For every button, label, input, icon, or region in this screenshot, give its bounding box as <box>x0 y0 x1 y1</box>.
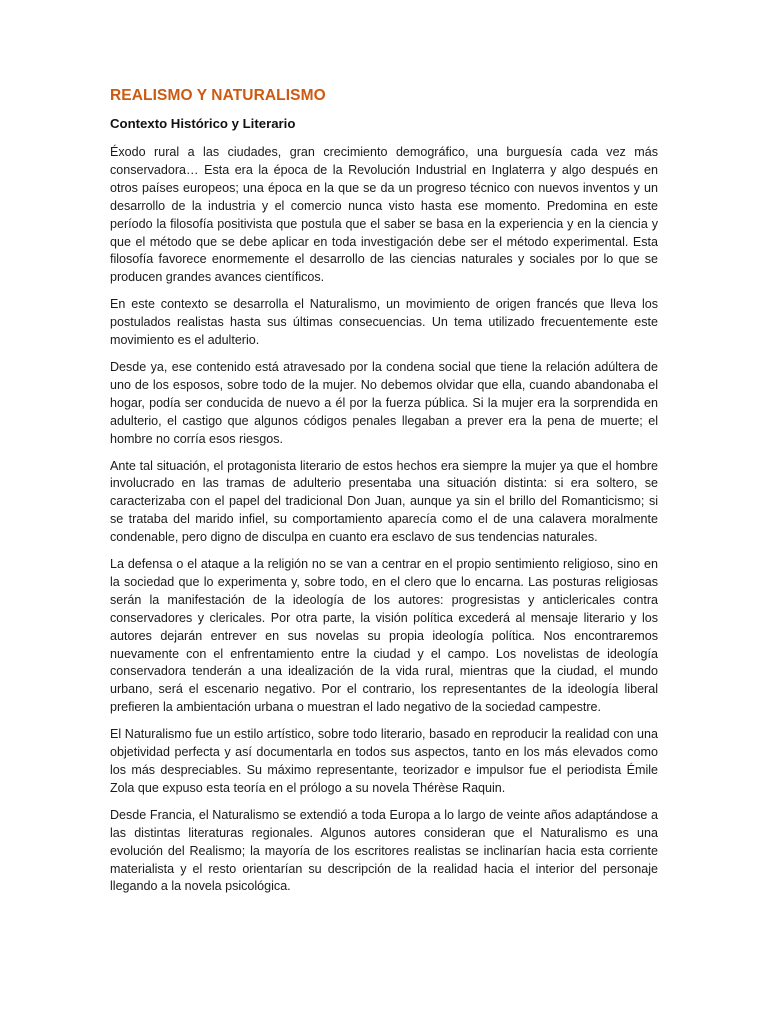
paragraph-intro: Éxodo rural a las ciudades, gran crecimiento demográfico, una burguesía cada vez más conservadora… Esta era la época de la Revolución Industrial en Inglaterra y algo después en otros países europeos; una época en la que se da un progreso técnico con nuevos inventos y un desarrollo de la industria y el comercio nunca visto hasta ese momento. Predomina en este período la filosofía positivista que postula que el saber se basa en la experiencia y en la ciencia y que el método que se debe aplicar en toda investigación debe ser el método experimental. Esta filosofía favorece enormemente el desarrollo de las ciencias naturales y sociales por lo que se producen grandes avances científicos. <box>110 145 658 285</box>
paragraph-religion-politics: La defensa o el ataque a la religión no se van a centrar en el propio sentimiento religioso, sino en la sociedad que lo experimenta y, sobre todo, en el clero que lo encarna. Las posturas religiosas serán la manifestación de la ideología de los autores: progresistas y anticlericales contra conservadores y clericales. Por otra parte, la visión política excederá al mensaje literario y los autores dejarán entrever en sus novelas su propia ideología política. Nos encontraremos nuevamente con el enfrentamiento entre la ciudad y el campo. Los novelistas de ideología conservadora tenderán a una idealización de la vida rural, mientras que la ciudad, el mundo urbano, será el escenario negativo. Por el contrario, los representantes de la ideología liberal prefieren la ambientación urbana o muestran el lado negativo de la sociedad campestre. <box>110 557 658 715</box>
paragraph-protagonist: Ante tal situación, el protagonista literario de estos hechos era siempre la mujer ya que el hombre involucrado en las tramas de adulterio presentaba una situación distinta: si era soltero, se caracterizaba con el papel del tradicional Don Juan, aunque ya sin el brillo del Romanticismo; si se trataba del marido infiel, su comportamiento aparecía como el de una calavera moralmente condenable, pero digno de disculpa en cuanto era esclavo de sus tendencias naturales. <box>110 458 658 545</box>
section-heading: Contexto Histórico y Literario <box>110 116 296 131</box>
paragraph-social-condemnation: Desde ya, ese contenido está atravesado por la condena social que tiene la relación adúltera de uno de los esposos, sobre todo de la mujer. No debemos olvidar que ella, cuando abandonaba el hogar, podía ser conducida de nuevo a él por la fuerza pública. Si la mujer era la sorprendida en adulterio, el castigo que algunos códigos penales llegaban a prever era la pena de muerte; el hombre no corría esos riesgos. <box>110 359 658 446</box>
paragraph-naturalism-definition: El Naturalismo fue un estilo artístico, sobre todo literario, basado en reproducir la realidad con una objetividad perfecta y así documentarla en todos sus aspectos, tanto en los más elevados como los más despreciables. Su máximo representante, teorizador e impulsor fue el periodista Émile Zola que expuso esta teoría en el prólogo a su novela Thérèse Raquin. <box>110 727 658 795</box>
document-page <box>110 86 658 905</box>
paragraph-naturalism-spread: Desde Francia, el Naturalismo se extendió a toda Europa a lo largo de veinte años adaptándose a las distintas literaturas regionales. Algunos autores consideran que el Naturalismo es una evolución del Realismo; la mayoría de los escritores realistas se inclinarían hacia esta corriente materialista y el resto orientarían su descripción de la realidad hacia el interior del personaje llegando a la novela psicológica. <box>110 807 658 894</box>
document-title: REALISMO Y NATURALISMO <box>110 87 326 104</box>
paragraph-naturalism-context: En este contexto se desarrolla el Naturalismo, un movimiento de origen francés que lleva los postulados realistas hasta sus últimas consecuencias. Un tema utilizado frecuentemente este movimiento es el adulterio. <box>110 297 658 348</box>
